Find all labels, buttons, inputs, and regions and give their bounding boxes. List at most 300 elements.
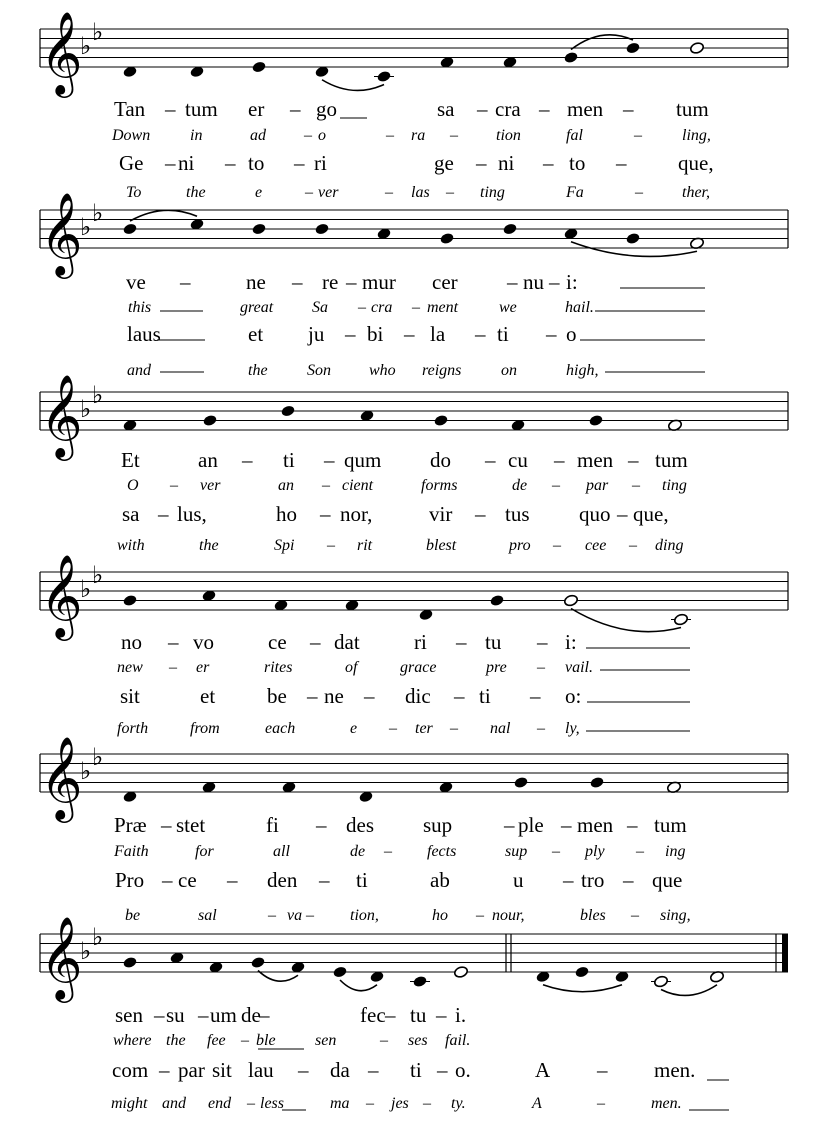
flat-icon: ♭ bbox=[80, 32, 92, 60]
hyphen: – bbox=[380, 1032, 388, 1049]
treble-clef-icon: 𝄞 bbox=[40, 191, 83, 275]
staff-system bbox=[40, 191, 788, 279]
hyphen: – bbox=[368, 1058, 379, 1082]
lyric-syllable: O bbox=[127, 477, 139, 494]
melisma-lines bbox=[157, 118, 729, 1110]
lyric-syllable: an bbox=[278, 477, 294, 494]
hyphen: – bbox=[241, 1032, 249, 1049]
lyric-syllable: ab bbox=[430, 868, 450, 892]
treble-clef-icon: 𝄞 bbox=[40, 10, 83, 94]
lyric-syllable: Ge bbox=[119, 151, 144, 175]
hyphen: – bbox=[366, 1095, 374, 1112]
lyric-syllable: pre bbox=[486, 659, 507, 676]
lyric-syllable: ne bbox=[324, 684, 344, 708]
lyric-syllable: cu bbox=[508, 448, 528, 472]
lyric-syllable: to bbox=[248, 151, 265, 175]
lyric-syllable: tum bbox=[654, 813, 687, 837]
hyphen: – bbox=[437, 1058, 448, 1082]
lyric-syllable: sup bbox=[423, 813, 453, 837]
lyric-syllable: ni bbox=[498, 151, 515, 175]
treble-clef-icon: 𝄞 bbox=[40, 373, 83, 457]
hyphen: – bbox=[597, 1058, 608, 1082]
lyric-syllable: Pro bbox=[115, 868, 145, 892]
lyric-syllable: com bbox=[112, 1058, 149, 1082]
lyric-syllable: A bbox=[532, 1095, 542, 1112]
lyric-syllable: cient bbox=[342, 477, 374, 494]
treble-clef-icon: 𝄞 bbox=[40, 553, 83, 637]
note bbox=[251, 60, 266, 73]
hyphen: – bbox=[623, 868, 634, 892]
hyphen: – bbox=[154, 1003, 165, 1027]
lyric-syllable: with bbox=[117, 537, 145, 554]
lyric-syllable: this bbox=[128, 299, 152, 316]
flat-icon: ♭ bbox=[80, 395, 92, 423]
flat-icon: ♭ bbox=[92, 17, 104, 46]
lyric-syllable: ver bbox=[200, 477, 221, 494]
hyphen: – bbox=[298, 1058, 309, 1082]
note bbox=[453, 965, 468, 978]
lyric-syllable: rit bbox=[357, 537, 373, 554]
treble-clef-icon: 𝄞 bbox=[40, 915, 83, 999]
lyric-syllable: vail. bbox=[565, 659, 593, 676]
lyric-syllable: fal bbox=[566, 127, 583, 144]
lyric-syllable: cee bbox=[585, 537, 607, 554]
lyric-syllable: ho bbox=[432, 907, 448, 924]
lyric-syllable: tum bbox=[185, 97, 218, 121]
lyric-syllable: from bbox=[190, 720, 220, 737]
lyric-syllable: la bbox=[430, 322, 446, 346]
note bbox=[314, 222, 329, 235]
hyphen: – bbox=[169, 659, 177, 676]
note bbox=[250, 956, 265, 969]
lyric-syllable: va bbox=[287, 907, 303, 924]
hyphen: – bbox=[307, 684, 318, 708]
lyric-syllable: ne bbox=[246, 270, 266, 294]
lyric-syllable: de bbox=[512, 477, 528, 494]
lyric-syllable: for bbox=[195, 843, 214, 860]
lyric-syllable: grace bbox=[400, 659, 437, 676]
treble-clef-icon: 𝄞 bbox=[40, 735, 83, 819]
hyphen: – bbox=[165, 151, 176, 175]
lyric-syllable: um bbox=[210, 1003, 237, 1027]
hyphen: – bbox=[597, 1095, 605, 1112]
lyric-syllable: ra bbox=[411, 127, 426, 144]
hyphen: – bbox=[306, 907, 314, 924]
lyric-syllable: each bbox=[265, 720, 296, 737]
lyric-syllable: where bbox=[113, 1032, 152, 1049]
note bbox=[433, 414, 448, 427]
note bbox=[574, 965, 589, 978]
hyphen: – bbox=[628, 448, 639, 472]
hyphen: – bbox=[563, 868, 574, 892]
lyric-syllable: laus bbox=[127, 322, 161, 346]
lyric-syllable: quo bbox=[579, 502, 611, 526]
lyric-syllable: Son bbox=[307, 362, 331, 379]
lyric-syllable: rites bbox=[264, 659, 293, 676]
lyric-syllable: da bbox=[330, 1058, 350, 1082]
hyphen: – bbox=[158, 502, 169, 526]
lyric-syllable: sal bbox=[198, 907, 217, 924]
lyric-syllable: A bbox=[535, 1058, 551, 1082]
lyric-syllable: Fa bbox=[566, 184, 584, 201]
lyric-syllable: ce bbox=[178, 868, 197, 892]
lyric-syllable: tus bbox=[505, 502, 530, 526]
lyric-syllable: men bbox=[577, 448, 614, 472]
slur bbox=[571, 35, 633, 50]
lyric-syllable: i. bbox=[455, 1003, 467, 1027]
lyric-syllable: ses bbox=[408, 1032, 428, 1049]
hyphen: – bbox=[292, 270, 303, 294]
slur bbox=[571, 242, 697, 257]
hyphen: – bbox=[423, 1095, 431, 1112]
note bbox=[651, 975, 671, 988]
lyric-syllable: lus, bbox=[177, 502, 207, 526]
lyric-syllable: Faith bbox=[114, 843, 149, 860]
note bbox=[671, 613, 691, 626]
note bbox=[625, 232, 640, 245]
lyric-syllable: of bbox=[345, 659, 358, 676]
hyphen: – bbox=[268, 907, 276, 924]
hyphen: – bbox=[168, 630, 179, 654]
lyric-syllable: men bbox=[577, 813, 614, 837]
flat-icon: ♭ bbox=[80, 757, 92, 785]
hyphen: – bbox=[227, 868, 238, 892]
lyrics-s5 bbox=[113, 813, 691, 924]
lyric-syllable: sup bbox=[505, 843, 528, 860]
lyric-syllable: Down bbox=[112, 127, 151, 144]
hyphen: – bbox=[475, 322, 486, 346]
lyric-syllable: ting bbox=[480, 184, 505, 201]
staff-system bbox=[40, 735, 788, 823]
hyphen: – bbox=[476, 151, 487, 175]
lyric-syllable: re bbox=[322, 270, 339, 294]
hyphen: – bbox=[294, 151, 305, 175]
hyphen: – bbox=[634, 127, 642, 144]
lyric-syllable: par bbox=[586, 477, 609, 494]
hyphen: – bbox=[316, 813, 327, 837]
lyric-syllable: ment bbox=[427, 299, 459, 316]
note bbox=[374, 70, 394, 83]
slur bbox=[571, 609, 681, 632]
lyric-syllable: e bbox=[255, 184, 263, 201]
lyric-syllable: ling, bbox=[682, 127, 711, 144]
flat-icon: ♭ bbox=[92, 198, 104, 227]
hyphen: – bbox=[385, 1003, 396, 1027]
lyric-syllable: ply bbox=[585, 843, 605, 860]
lyric-syllable: Tan bbox=[114, 97, 146, 121]
hyphen: – bbox=[546, 322, 557, 346]
hyphen: – bbox=[553, 537, 561, 554]
lyric-syllable: den bbox=[267, 868, 298, 892]
hyphen: – bbox=[358, 299, 366, 316]
lyric-syllable: ly, bbox=[565, 720, 580, 737]
lyric-syllable: Præ bbox=[114, 813, 147, 837]
hyphen: – bbox=[290, 97, 301, 121]
lyric-syllable: be bbox=[125, 907, 141, 924]
lyric-syllable: lau bbox=[248, 1058, 274, 1082]
lyric-syllable: fee bbox=[207, 1032, 226, 1049]
hyphen: – bbox=[159, 1058, 170, 1082]
hyphen: – bbox=[554, 448, 565, 472]
lyric-syllable: tro bbox=[581, 868, 605, 892]
lyric-syllable: fail. bbox=[445, 1032, 471, 1049]
lyric-syllable: high, bbox=[566, 362, 599, 379]
staff-system bbox=[40, 915, 788, 1003]
hyphen: – bbox=[537, 630, 548, 654]
lyric-syllable: vir bbox=[429, 502, 453, 526]
lyric-syllable: the bbox=[199, 537, 219, 554]
lyric-syllable: nu bbox=[523, 270, 544, 294]
hyphen: – bbox=[623, 97, 634, 121]
hyphen: – bbox=[345, 322, 356, 346]
note bbox=[588, 414, 603, 427]
lyric-syllable: do bbox=[430, 448, 451, 472]
lyric-syllable: ju bbox=[308, 322, 325, 346]
hyphen: – bbox=[412, 299, 420, 316]
lyric-syllable: blest bbox=[426, 537, 457, 554]
lyric-syllable: new bbox=[117, 659, 143, 676]
lyric-syllable: mur bbox=[362, 270, 396, 294]
lyric-syllable: o bbox=[566, 322, 577, 346]
note bbox=[439, 232, 454, 245]
slur bbox=[340, 980, 377, 991]
note bbox=[122, 222, 137, 235]
hyphen: – bbox=[389, 720, 397, 737]
lyric-syllable: fects bbox=[427, 843, 457, 860]
lyric-syllable: on bbox=[501, 362, 517, 379]
lyric-syllable: dat bbox=[334, 630, 360, 654]
flat-icon: ♭ bbox=[80, 213, 92, 241]
note bbox=[332, 965, 347, 978]
lyric-syllable: ting bbox=[662, 477, 687, 494]
lyric-syllable: ma bbox=[330, 1095, 350, 1112]
final-barline bbox=[782, 934, 788, 972]
hyphen: – bbox=[320, 502, 331, 526]
lyric-syllable: o. bbox=[455, 1058, 471, 1082]
hyphen: – bbox=[475, 502, 486, 526]
lyric-syllable: ther, bbox=[682, 184, 710, 201]
lyric-syllable: tion bbox=[496, 127, 521, 144]
lyric-syllable: sit bbox=[212, 1058, 232, 1082]
hyphen: – bbox=[539, 97, 550, 121]
hyphen: – bbox=[225, 151, 236, 175]
lyric-syllable: qum bbox=[344, 448, 382, 472]
hyphen: – bbox=[477, 97, 488, 121]
hyphen: – bbox=[450, 720, 458, 737]
lyric-syllable: who bbox=[369, 362, 396, 379]
lyric-syllable: ge bbox=[434, 151, 454, 175]
lyric-syllable: ble bbox=[256, 1032, 276, 1049]
hyphen: – bbox=[636, 843, 644, 860]
lyric-syllable: an bbox=[198, 448, 218, 472]
hyphen: – bbox=[507, 270, 518, 294]
lyric-syllable: ti bbox=[356, 868, 368, 892]
hyphen: – bbox=[162, 868, 173, 892]
lyric-syllable: pro bbox=[509, 537, 531, 554]
lyric-syllable: and bbox=[127, 362, 151, 379]
lyric-syllable: Sa bbox=[312, 299, 328, 316]
lyric-syllable: que bbox=[652, 868, 683, 892]
hyphen: – bbox=[537, 720, 545, 737]
hyphen: – bbox=[616, 151, 627, 175]
lyric-syllable: ti bbox=[283, 448, 295, 472]
lyric-syllable: des bbox=[346, 813, 374, 837]
lyric-syllable: ing bbox=[665, 843, 686, 860]
note bbox=[202, 414, 217, 427]
lyric-syllable: o: bbox=[565, 684, 582, 708]
lyric-syllable: fec bbox=[360, 1003, 386, 1027]
flat-icon: ♭ bbox=[80, 937, 92, 965]
hyphen: – bbox=[537, 659, 545, 676]
hyphen: – bbox=[319, 868, 330, 892]
lyric-syllable: sit bbox=[120, 684, 140, 708]
lyric-syllable: sa bbox=[437, 97, 455, 121]
lyric-syllable: fi bbox=[266, 813, 279, 837]
note bbox=[625, 41, 640, 54]
lyric-syllable: et bbox=[200, 684, 216, 708]
hyphen: – bbox=[504, 813, 515, 837]
lyric-syllable: bles bbox=[580, 907, 606, 924]
lyric-syllable: ni bbox=[178, 151, 195, 175]
lyric-syllable: jes bbox=[391, 1095, 409, 1112]
hyphen: – bbox=[310, 630, 321, 654]
note bbox=[251, 222, 266, 235]
lyric-syllable: forth bbox=[117, 720, 149, 737]
lyric-syllable: ti bbox=[497, 322, 509, 346]
lyric-syllable: end bbox=[208, 1095, 232, 1112]
hyphen: – bbox=[635, 184, 643, 201]
hyphen: – bbox=[324, 448, 335, 472]
hyphen: – bbox=[364, 684, 375, 708]
lyric-syllable: dic bbox=[405, 684, 431, 708]
lyric-syllable: i: bbox=[566, 270, 578, 294]
note bbox=[689, 41, 704, 54]
lyric-syllable: go bbox=[316, 97, 337, 121]
note bbox=[489, 594, 504, 607]
slur bbox=[661, 985, 717, 996]
flat-icon: ♭ bbox=[92, 380, 104, 409]
lyrics-s6 bbox=[111, 1003, 695, 1112]
flat-icon: ♭ bbox=[80, 575, 92, 603]
lyric-syllable: men. bbox=[654, 1058, 696, 1082]
hyphen: – bbox=[180, 270, 191, 294]
lyric-syllable: ri bbox=[414, 630, 427, 654]
note bbox=[563, 51, 578, 64]
note bbox=[280, 404, 295, 417]
hyphen: – bbox=[454, 684, 465, 708]
note bbox=[502, 222, 517, 235]
lyric-syllable: sing, bbox=[660, 907, 691, 924]
hyphen: – bbox=[552, 477, 560, 494]
lyrics-s1 bbox=[111, 97, 714, 201]
lyric-syllable: reigns bbox=[422, 362, 462, 379]
lyric-syllable: tion, bbox=[350, 907, 379, 924]
lyric-syllable: cra bbox=[495, 97, 521, 121]
lyric-syllable: Et bbox=[121, 448, 140, 472]
lyrics-s4 bbox=[117, 630, 593, 737]
hyphen: – bbox=[456, 630, 467, 654]
hyphen: – bbox=[259, 1003, 270, 1027]
lyric-syllable: ple bbox=[518, 813, 544, 837]
lyric-syllable: ty. bbox=[451, 1095, 466, 1112]
lyric-syllable: stet bbox=[176, 813, 206, 837]
lyric-syllable: men. bbox=[651, 1095, 682, 1112]
hyphen: – bbox=[450, 127, 458, 144]
hyphen: – bbox=[629, 537, 637, 554]
lyric-syllable: forms bbox=[421, 477, 458, 494]
lyric-syllable: e bbox=[350, 720, 358, 737]
lyric-syllable: ve bbox=[126, 270, 146, 294]
hyphen: – bbox=[552, 843, 560, 860]
lyric-syllable: to bbox=[569, 151, 586, 175]
lyric-syllable: less bbox=[260, 1095, 284, 1112]
hyphen: – bbox=[627, 813, 638, 837]
lyric-syllable: ter bbox=[415, 720, 433, 737]
lyric-syllable: o bbox=[318, 127, 326, 144]
hyphen: – bbox=[165, 97, 176, 121]
hyphen: – bbox=[543, 151, 554, 175]
lyric-syllable: nal bbox=[490, 720, 511, 737]
lyric-syllable: we bbox=[499, 299, 517, 316]
lyric-syllable: tu bbox=[410, 1003, 427, 1027]
flat-icon: ♭ bbox=[92, 742, 104, 771]
hyphen: – bbox=[617, 502, 628, 526]
lyric-syllable: sen bbox=[115, 1003, 143, 1027]
lyric-syllable: sen bbox=[315, 1032, 337, 1049]
hyphen: – bbox=[476, 907, 484, 924]
slur bbox=[543, 985, 622, 992]
staff-system bbox=[40, 10, 788, 98]
note bbox=[563, 594, 578, 607]
lyric-syllable: might bbox=[111, 1095, 148, 1112]
lyric-syllable: and bbox=[162, 1095, 186, 1112]
lyric-syllable: er bbox=[248, 97, 265, 121]
lyric-syllable: tum bbox=[676, 97, 709, 121]
hyphen: – bbox=[161, 813, 172, 837]
lyric-syllable: all bbox=[273, 843, 290, 860]
note bbox=[410, 975, 430, 988]
lyric-syllable: men bbox=[567, 97, 604, 121]
hyphen: – bbox=[385, 184, 393, 201]
hyphen: – bbox=[549, 270, 560, 294]
lyric-syllable: bi bbox=[367, 322, 384, 346]
lyric-syllable: tum bbox=[655, 448, 688, 472]
lyric-syllable: ti bbox=[479, 684, 491, 708]
lyric-syllable: las bbox=[411, 184, 430, 201]
hyphen: – bbox=[242, 448, 253, 472]
lyric-syllable: cer bbox=[432, 270, 458, 294]
lyric-syllable: et bbox=[248, 322, 264, 346]
lyric-syllable: the bbox=[248, 362, 268, 379]
hyphen: – bbox=[327, 537, 335, 554]
lyric-syllable: que, bbox=[678, 151, 714, 175]
hyphen: – bbox=[530, 684, 541, 708]
lyric-syllable: ri bbox=[314, 151, 327, 175]
hyphen: – bbox=[631, 907, 639, 924]
note bbox=[122, 956, 137, 969]
lyric-syllable: in bbox=[190, 127, 203, 144]
lyric-syllable: Spi bbox=[274, 537, 295, 554]
lyrics-s2 bbox=[126, 270, 598, 379]
lyric-syllable: ti bbox=[410, 1058, 422, 1082]
lyric-syllable: To bbox=[126, 184, 142, 201]
lyric-syllable: the bbox=[166, 1032, 186, 1049]
lyric-syllable: par bbox=[178, 1058, 205, 1082]
lyric-syllable: de bbox=[350, 843, 366, 860]
lyric-syllable: i: bbox=[565, 630, 577, 654]
lyric-syllable: no bbox=[121, 630, 142, 654]
hyphen: – bbox=[346, 270, 357, 294]
